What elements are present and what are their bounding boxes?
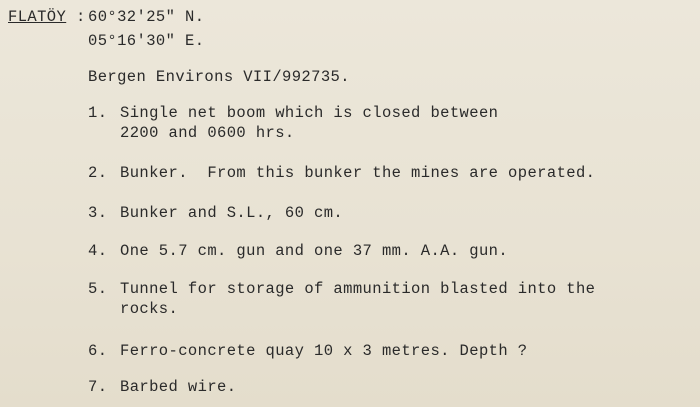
place-name: FLATÖY (8, 8, 67, 26)
map-reference: Bergen Environs VII/992735. (88, 68, 350, 86)
list-item-6 (88, 342, 527, 360)
item-text-continued: 2200 and 0600 hrs. (120, 124, 295, 142)
item-text: Barbed wire. (120, 378, 237, 396)
item-text-continued: rocks. (120, 300, 179, 318)
longitude: 05°16'30" E. (88, 32, 205, 50)
list-item-1 (88, 104, 498, 122)
item-text: One 5.7 cm. gun and one 37 mm. A.A. gun. (120, 242, 509, 260)
item-number: 5. (88, 280, 108, 298)
latitude: 60°32'25" N. (88, 8, 205, 26)
item-number: 2. (88, 164, 108, 182)
item-number: 7. (88, 378, 108, 396)
list-item-3 (88, 204, 343, 222)
item-text: Tunnel for storage of ammunition blasted into the (120, 280, 596, 298)
place-colon: : (76, 8, 86, 26)
item-text: Single net boom which is closed between (120, 104, 499, 122)
item-text: Ferro-concrete quay 10 x 3 metres. Depth ? (120, 342, 528, 360)
list-item-4 (88, 242, 508, 260)
item-text: Bunker. From this bunker the mines are operated. (120, 164, 596, 182)
item-number: 1. (88, 104, 108, 122)
item-text: Bunker and S.L., 60 cm. (120, 204, 344, 222)
list-item-7 (88, 378, 236, 396)
item-number: 4. (88, 242, 108, 260)
item-number: 6. (88, 342, 108, 360)
list-item-2 (88, 164, 595, 182)
item-number: 3. (88, 204, 108, 222)
list-item-5 (88, 280, 595, 298)
